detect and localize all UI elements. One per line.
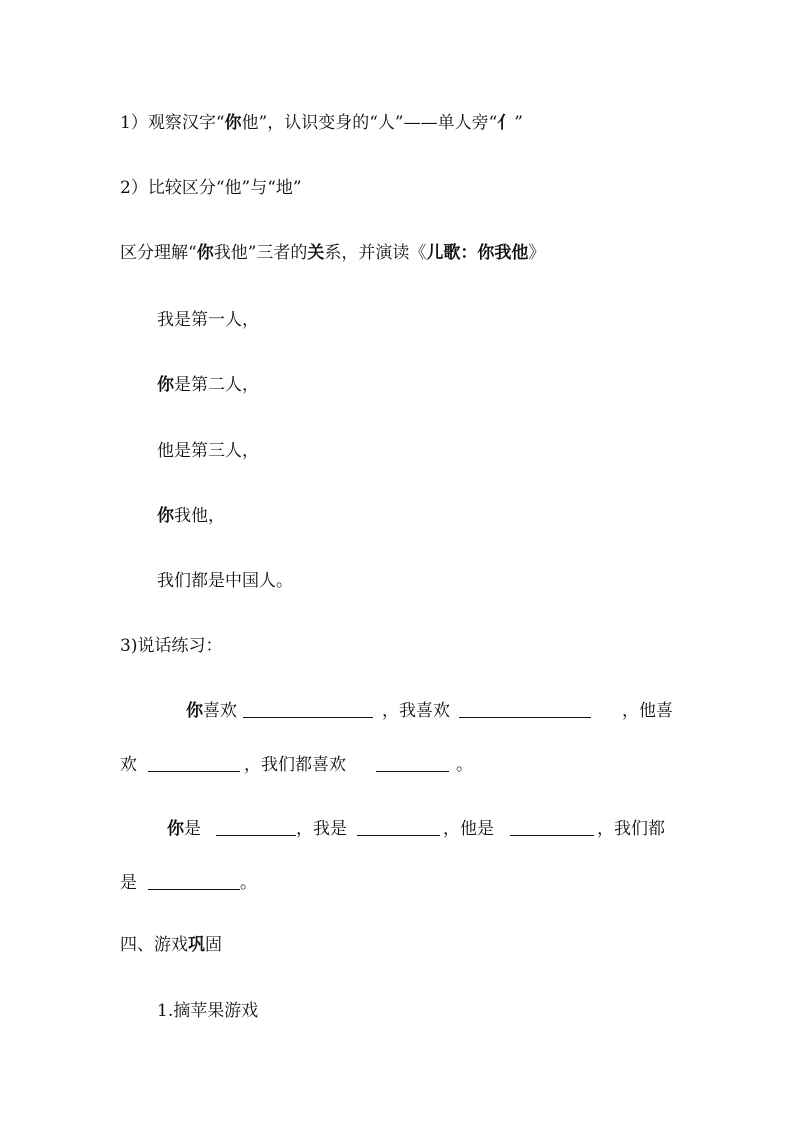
item-1-suffix: ” <box>514 113 523 133</box>
sentence-2-line-1 <box>167 817 201 841</box>
practice-heading: 3)说话练习： <box>120 636 223 656</box>
poem-line-1: 我是第一人， <box>157 310 259 330</box>
sentence-1-line-1 <box>186 699 237 723</box>
section-4-item-1: 1.摘苹果游戏 <box>157 1001 259 1021</box>
item-2: 2）比较区分“他”与“地” <box>120 178 302 198</box>
poem-line-2 <box>157 373 259 397</box>
section-4-heading <box>120 933 222 957</box>
item-1-radical: 亻 <box>497 113 515 133</box>
sentence-2-bold-ni: 你 <box>167 819 184 839</box>
item-3-part-4: 》 <box>528 243 546 263</box>
blank-you-like[interactable] <box>243 700 373 718</box>
item-3-song-title: 儿歌：你我他 <box>426 243 529 263</box>
blank-you-are[interactable] <box>216 818 296 836</box>
poem-line-2-rest: 是第二人， <box>174 375 259 395</box>
item-3 <box>120 241 545 265</box>
sentence-1-text-a: 喜欢 <box>203 701 237 721</box>
section-4-heading-bold: 巩 <box>188 935 205 955</box>
sentence-1-text-d: 欢 <box>120 755 137 775</box>
item-3-part-2: 我他”三者的 <box>213 243 308 263</box>
poem-line-4-rest: 我他， <box>174 506 225 526</box>
poem-line-4 <box>157 504 225 528</box>
blank-i-am[interactable] <box>357 818 440 836</box>
poem-line-5: 我们都是中国人。 <box>157 571 293 591</box>
item-1 <box>120 111 523 135</box>
blank-he-is[interactable] <box>510 818 594 836</box>
section-4-heading-part-2: 固 <box>205 935 222 955</box>
sentence-1-bold-ni: 你 <box>186 701 203 721</box>
sentence-1-text-f: 。 <box>456 755 473 775</box>
sentence-2-text-b: ，我是 <box>296 819 347 839</box>
sentence-2-text-d: ，我们都 <box>597 819 665 839</box>
item-3-bold-guan: 关 <box>307 243 325 263</box>
section-4-heading-part-1: 四、游戏 <box>120 935 188 955</box>
item-1-prefix: 1）观察汉字“ <box>120 113 225 133</box>
poem-line-4-bold: 你 <box>157 506 174 526</box>
blank-we-all-like[interactable] <box>376 754 449 772</box>
sentence-2-text-e: 是 <box>120 873 137 893</box>
poem-line-2-bold: 你 <box>157 375 174 395</box>
item-1-bold-ni: 你 <box>224 113 242 133</box>
sentence-1-text-e: ，我们都喜欢 <box>244 755 346 775</box>
item-3-part-1: 区分理解“ <box>120 243 197 263</box>
blank-he-likes[interactable] <box>148 754 240 772</box>
sentence-2-text-f: 。 <box>240 873 257 893</box>
item-3-bold-ni: 你 <box>196 243 214 263</box>
sentence-1-text-c: ，他喜 <box>622 701 673 721</box>
blank-we-all-are[interactable] <box>148 872 240 890</box>
sentence-2-text-c: ，他是 <box>443 819 494 839</box>
item-1-mid: 他”，认识变身的“人”——单人旁“ <box>241 113 498 133</box>
poem-line-3: 他是第三人， <box>157 441 259 461</box>
blank-i-like[interactable] <box>459 700 591 718</box>
sentence-2-text-a: 是 <box>184 819 201 839</box>
sentence-1-text-b: ，我喜欢 <box>382 701 450 721</box>
item-3-part-3: 系，并演读《 <box>324 243 427 263</box>
